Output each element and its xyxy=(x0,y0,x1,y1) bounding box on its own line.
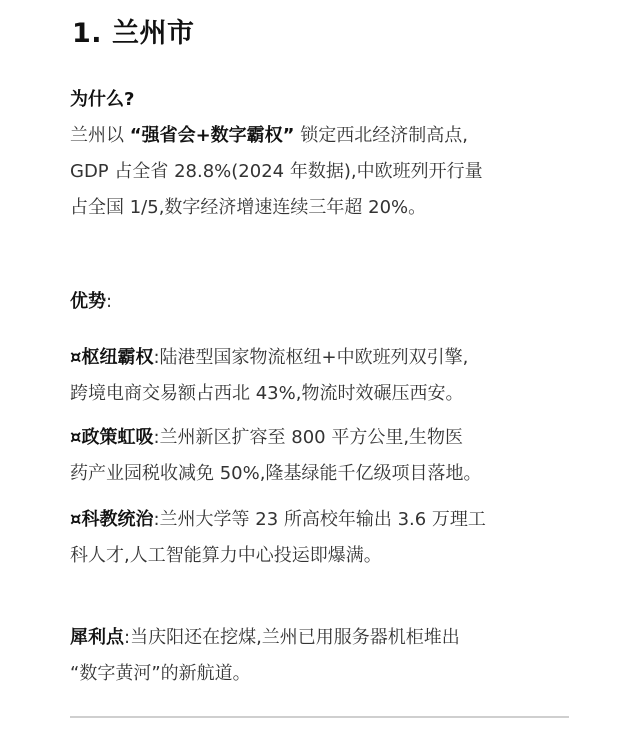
why-slogan: “强省会+数字霸权” xyxy=(129,125,295,146)
advantage-marker: ¤ xyxy=(70,427,82,448)
advantage-item xyxy=(70,420,570,492)
advantage-item xyxy=(70,340,570,412)
advantage-name: 政策虹吸 xyxy=(81,427,154,448)
why-block xyxy=(70,82,570,226)
advantage-text-line-2: 药产业园税收减免 50%,隆基绿能千亿级项目落地。 xyxy=(70,463,482,484)
advantages-label: 优势 xyxy=(70,291,106,312)
why-label: 为什么? xyxy=(70,89,135,110)
advantage-text-line-2: 跨境电商交易额占西北 43%,物流时效碾压西安。 xyxy=(70,383,464,404)
sharp-point-label: 犀利点 xyxy=(70,627,124,648)
advantages-colon: : xyxy=(106,291,113,312)
sharp-point-line-1: :当庆阳还在挖煤,兰州已用服务器机柜堆出 xyxy=(124,627,460,648)
advantage-marker: ¤ xyxy=(70,509,82,530)
section-divider xyxy=(70,716,569,718)
advantage-item xyxy=(70,502,570,574)
advantages-heading xyxy=(70,284,570,320)
advantage-name: 科教统治 xyxy=(81,509,154,530)
advantage-name: 枢纽霸权 xyxy=(81,347,154,368)
why-line-2: GDP 占全省 28.8%(2024 年数据),中欧班列开行量 xyxy=(70,161,483,182)
sharp-point-block xyxy=(70,620,570,692)
section-heading: 1. 兰州市 xyxy=(72,18,195,49)
advantage-text-line-1: :兰州大学等 23 所高校年输出 3.6 万理工 xyxy=(153,509,486,530)
advantage-text-line-1: :陆港型国家物流枢纽+中欧班列双引擎, xyxy=(153,347,469,368)
why-line-1 xyxy=(70,118,570,154)
advantage-text-line-2: 科人才,人工智能算力中心投运即爆满。 xyxy=(70,545,382,566)
why-line-1-post: 锁定西北经济制高点, xyxy=(294,125,468,146)
why-line-3: 占全国 1/5,数字经济增速连续三年超 20%。 xyxy=(70,197,427,218)
advantage-text-line-1: :兰州新区扩容至 800 平方公里,生物医 xyxy=(153,427,464,448)
advantage-marker: ¤ xyxy=(70,347,82,368)
why-line-1-pre: 兰州以 xyxy=(70,125,130,146)
sharp-point-line-2: “数字黄河”的新航道。 xyxy=(70,663,251,684)
